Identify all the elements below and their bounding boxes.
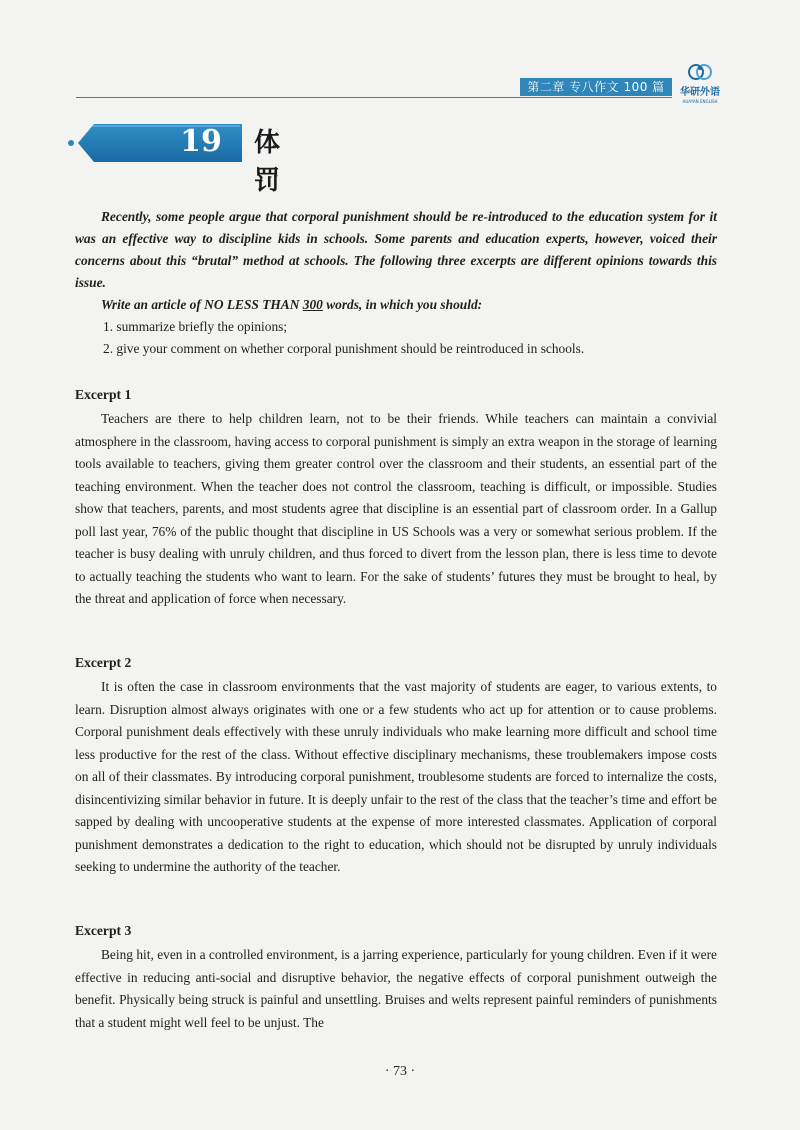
excerpt-2 <box>75 652 717 879</box>
excerpt-heading: Excerpt 3 <box>75 923 132 938</box>
instruction-after: words, in which you should: <box>322 297 483 312</box>
excerpt-text: It is often the case in classroom environments that the vast majority of students are eager, to various extents, to learn. Disruption almost always originates with one or a few students who act up for attention or to cause problems. Corporal punishment deals effectively with these unruly individuals who make learning more difficult and school time less productive for the rest of the class. Without effective disciplinary mechanisms, these troublemakers impose costs on all of their classmates. By introducing corporal punishment, troublesome students are forced to internalize the costs, disincentivizing similar behavior in future. It is deeply unfair to the rest of the class that the teacher’s time and effort be sapped by dealing with uncooperative students at the expense of more interested classmates. Application of corporal punishment demonstrates a dedication to the right to education, which should not be disrupted by unruly individuals seeking to undermine the authority of the teacher. <box>75 679 717 874</box>
excerpt-3 <box>75 920 717 1034</box>
excerpt-heading: Excerpt 1 <box>75 387 132 402</box>
publisher-logo <box>674 62 726 106</box>
instruction-before: Write an article of NO LESS THAN <box>101 297 303 312</box>
logo-icon <box>686 62 714 82</box>
page-number: · 73 · <box>384 1064 416 1079</box>
prompt-intro: Recently, some people argue that corporal punishment should be re-introduced to the education system for it was an effective way to discipline kids in schools. Some parents and education experts, however, voiced their concerns about this “brutal” method at schools. The following three excerpts are different opinions towards this issue. <box>75 209 717 290</box>
topic-badge <box>68 120 281 196</box>
logo-text: 华研外语 <box>680 87 720 98</box>
topic-title: 体罚 <box>254 128 281 196</box>
prompt-item: 1. summarize briefly the opinions; <box>103 319 288 334</box>
prompt-items <box>75 316 717 360</box>
excerpt-1 <box>75 384 717 611</box>
topic-number: 19 <box>180 124 222 159</box>
writing-prompt <box>75 206 717 360</box>
excerpt-heading: Excerpt 2 <box>75 655 132 670</box>
excerpt-text: Teachers are there to help children learn, not to be their friends. While teachers can maintain a convivial atmosphere in the classroom, having access to corporal punishment is simply an extra weapon in the storage of learning tools available to teachers, giving them greater control over the classroom and their students, an essential part of the teaching environment. When the teacher does not control the classroom, teaching is difficult, or impossible. Studies show that teachers, parents, and most students agree that discipline is an essential part of classroom order. In a Gallup poll last year, 76% of the public thought that discipline in US Schools was a very or somewhat serious problem. If the teacher is busy dealing with unruly children, and thus forced to divert from the lesson plan, there is less time to devote to actually teaching the students who want to learn. For the sake of students’ futures they must be brought to heal, by the threat and application of force when necessary. <box>75 411 717 606</box>
prompt-item: 2. give your comment on whether corporal punishment should be reintroduced in schools. <box>103 341 585 356</box>
header-rule <box>76 97 672 98</box>
bullet-dot-icon <box>68 140 74 146</box>
word-count: 300 <box>302 297 323 312</box>
prompt-instruction <box>75 294 717 316</box>
logo-subtext: HUAYAN ENGLISH <box>682 99 718 104</box>
chapter-label: 第二章 专八作文 100 篇 <box>520 78 672 96</box>
excerpt-text: Being hit, even in a controlled environment, is a jarring experience, particularly for young children. Even if it were effective in reducing anti-social and disruptive behavior, the negative effects of corporal punishment outweigh the benefit. Physically being struck is painful and unsettling. Bruises and welts represent painful reminders of punishments that a student might well feel to be unjust. The <box>75 947 717 1030</box>
